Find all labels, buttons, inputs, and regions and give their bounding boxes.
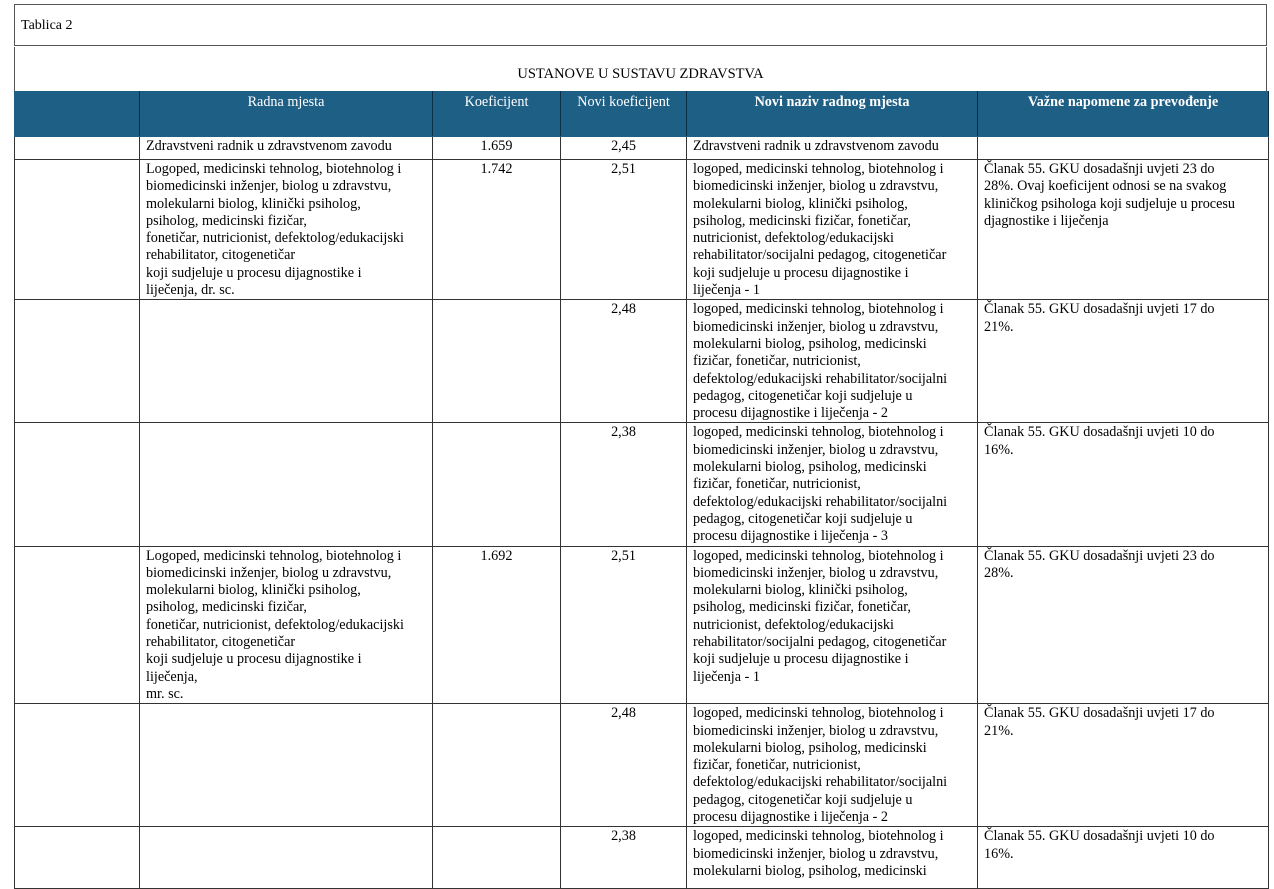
header-empty xyxy=(15,92,140,137)
napomena-cell xyxy=(978,137,1269,160)
row-index-cell xyxy=(15,423,140,546)
koeficijent-cell: 1.692 xyxy=(433,546,561,704)
header-koeficijent: Koeficijent xyxy=(433,92,561,137)
napomena-cell: Članak 55. GKU dosadašnji uvjeti 10 do 16%. xyxy=(978,827,1269,889)
row-index-cell xyxy=(15,704,140,827)
table-row xyxy=(15,827,1269,889)
novi-naziv-cell: logoped, medicinski tehnolog, biotehnolog i biomedicinski inženjer, biolog u zdravstvu, molekularni biolog, klinički psiholog, psiholog, medicinski fizičar, fonetičar, nutricionist, defektolog/edukacijski rehabilitator/socijalni pedagog, citogenetičar koji sudjeluje u procesu dijagnostike i liječenja - 1 xyxy=(687,160,978,300)
napomena-cell: Članak 55. GKU dosadašnji uvjeti 23 do 28%. xyxy=(978,546,1269,704)
header-novi-koeficijent: Novi koeficijent xyxy=(561,92,687,137)
positions-table xyxy=(14,91,1269,889)
radna-mjesta-cell xyxy=(140,423,433,546)
row-index-cell xyxy=(15,300,140,423)
koeficijent-cell xyxy=(433,827,561,889)
koeficijent-cell xyxy=(433,423,561,546)
koeficijent-cell: 1.659 xyxy=(433,137,561,160)
novi-koeficijent-cell: 2,48 xyxy=(561,704,687,827)
row-index-cell xyxy=(15,137,140,160)
radna-mjesta-cell xyxy=(140,704,433,827)
novi-koeficijent-cell: 2,45 xyxy=(561,137,687,160)
novi-koeficijent-cell: 2,51 xyxy=(561,546,687,704)
radna-mjesta-cell xyxy=(140,827,433,889)
napomena-cell: Članak 55. GKU dosadašnji uvjeti 10 do 16%. xyxy=(978,423,1269,546)
table-row xyxy=(15,704,1269,827)
koeficijent-cell: 1.742 xyxy=(433,160,561,300)
novi-koeficijent-cell: 2,38 xyxy=(561,827,687,889)
row-index-cell xyxy=(15,546,140,704)
novi-naziv-cell: Zdravstveni radnik u zdravstvenom zavodu xyxy=(687,137,978,160)
table-row xyxy=(15,423,1269,546)
radna-mjesta-cell xyxy=(140,300,433,423)
novi-koeficijent-cell: 2,38 xyxy=(561,423,687,546)
radna-mjesta-cell: Zdravstveni radnik u zdravstvenom zavodu xyxy=(140,137,433,160)
header-novi-naziv: Novi naziv radnog mjesta xyxy=(687,92,978,137)
napomena-cell: Članak 55. GKU dosadašnji uvjeti 23 do 28%. Ovaj koeficijent odnosi se na svakog kliničkog psihologa koji sudjeluje u procesu djagnostike i liječenja xyxy=(978,160,1269,300)
table-row xyxy=(15,137,1269,160)
novi-naziv-cell: logoped, medicinski tehnolog, biotehnolog i biomedicinski inženjer, biolog u zdravstvu, molekularni biolog, psiholog, medicinski fizičar, fonetičar, nutricionist, defektolog/edukacijski rehabilitator/socijalni pedagog, citogenetičar koji sudjeluje u procesu dijagnostike i liječenja - 3 xyxy=(687,423,978,546)
header-napomene: Važne napomene za prevođenje xyxy=(978,92,1269,137)
document-page xyxy=(14,4,1268,879)
table-row xyxy=(15,300,1269,423)
table-title: USTANOVE U SUSTAVU ZDRAVSTVA xyxy=(14,47,1267,92)
header-radna-mjesta: Radna mjesta xyxy=(140,92,433,137)
radna-mjesta-cell: Logoped, medicinski tehnolog, biotehnolog i biomedicinski inženjer, biolog u zdravstvu, molekularni biolog, klinički psiholog, psiholog, medicinski fizičar, fonetičar, nutricionist, defektolog/edukacijski rehabilitator, citogenetičar koji sudjeluje u procesu dijagnostike i liječenja, dr. sc. xyxy=(140,160,433,300)
table-row xyxy=(15,160,1269,300)
table-caption: Tablica 2 xyxy=(14,4,1267,46)
header-row xyxy=(15,92,1269,137)
novi-naziv-cell: logoped, medicinski tehnolog, biotehnolog i biomedicinski inženjer, biolog u zdravstvu, molekularni biolog, psiholog, medicinski fizičar, fonetičar, nutricionist, defektolog/edukacijski rehabilitator/socijalni pedagog, citogenetičar koji sudjeluje u procesu dijagnostike i liječenja - 2 xyxy=(687,704,978,827)
novi-naziv-cell: logoped, medicinski tehnolog, biotehnolog i biomedicinski inženjer, biolog u zdravstvu, molekularni biolog, psiholog, medicinski fizičar, fonetičar, nutricionist, defektolog/edukacijski rehabilitator/socijalni pedagog, citogenetičar koji sudjeluje u procesu dijagnostike i liječenja - 2 xyxy=(687,300,978,423)
napomena-cell: Članak 55. GKU dosadašnji uvjeti 17 do 21%. xyxy=(978,300,1269,423)
napomena-cell: Članak 55. GKU dosadašnji uvjeti 17 do 21%. xyxy=(978,704,1269,827)
row-index-cell xyxy=(15,160,140,300)
novi-naziv-cell: logoped, medicinski tehnolog, biotehnolog i biomedicinski inženjer, biolog u zdravstvu, molekularni biolog, psiholog, medicinski xyxy=(687,827,978,889)
novi-naziv-cell: logoped, medicinski tehnolog, biotehnolog i biomedicinski inženjer, biolog u zdravstvu, molekularni biolog, klinički psiholog, psiholog, medicinski fizičar, fonetičar, nutricionist, defektolog/edukacijski rehabilitator/socijalni pedagog, citogenetičar koji sudjeluje u procesu dijagnostike i liječenja - 1 xyxy=(687,546,978,704)
novi-koeficijent-cell: 2,51 xyxy=(561,160,687,300)
radna-mjesta-cell: Logoped, medicinski tehnolog, biotehnolog i biomedicinski inženjer, biolog u zdravstvu, molekularni biolog, klinički psiholog, psiholog, medicinski fizičar, fonetičar, nutricionist, defektolog/edukacijski rehabilitator, citogenetičar koji sudjeluje u procesu dijagnostike i liječenja, mr. sc. xyxy=(140,546,433,704)
novi-koeficijent-cell: 2,48 xyxy=(561,300,687,423)
row-index-cell xyxy=(15,827,140,889)
koeficijent-cell xyxy=(433,704,561,827)
koeficijent-cell xyxy=(433,300,561,423)
table-row xyxy=(15,546,1269,704)
